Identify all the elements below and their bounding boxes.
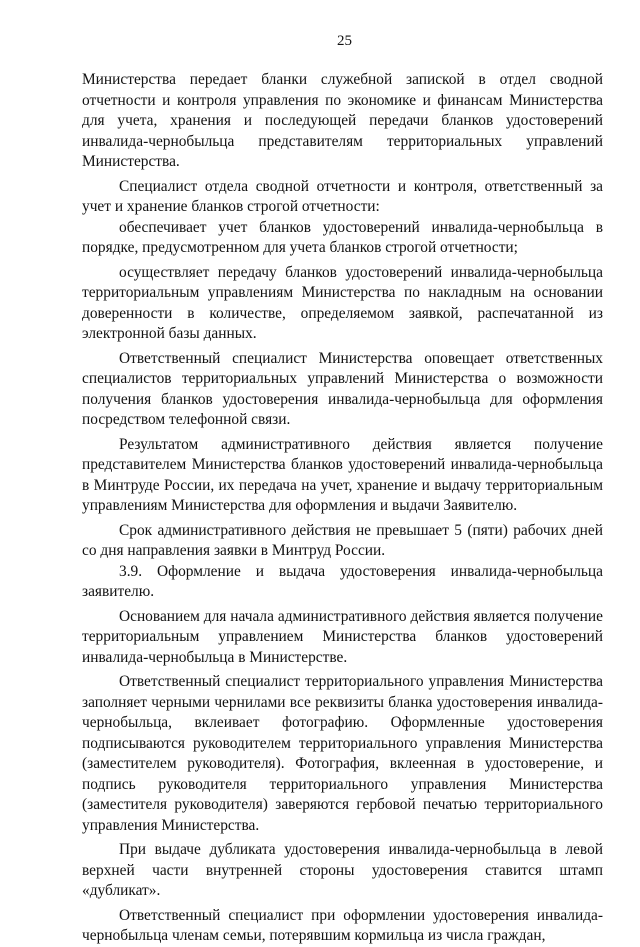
section-heading-3-9: 3.9. Оформление и выдача удостоверения инвалида-чернобыльца заявителю. xyxy=(82,562,603,600)
paragraph-filling-procedure: Ответственный специалист территориального управления Министерства заполняет черными чернилами все реквизиты бланка удостоверения инвалида-чернобыльца, вклеивает фотографию. Оформленные удостоверения подписываются руководителем территориального управления Министерства (заместителем руководителя). Фотография, вклеенная в удостоверение, и подпись руководителя территориального управления Министерства (заместителя руководителя) заверяются гербовой печатью территориального управления Министерства. xyxy=(82,673,603,834)
paragraph-family-members: Ответственный специалист при оформлении удостоверения инвалида-чернобыльца членам семьи, потерявшим кормильца из числа граждан, xyxy=(82,906,603,944)
page-number: 25 xyxy=(337,33,352,49)
paragraph-transfers-blanks: осуществляет передачу бланков удостоверений инвалида-чернобыльца территориальным управлениям Министерства по накладным на основании доверенности в количестве, определяемом заявкой, распечатанной из электронной базы данных. xyxy=(82,263,603,342)
paragraph-duplicate: При выдаче дубликата удостоверения инвалида-чернобыльца в левой верхней части внутренней стороны удостоверения ставится штамп «дубликат». xyxy=(82,841,603,899)
paragraph-basis: Основанием для начала административного действия является получение территориальным управлением Министерства бланков удостоверений инвалида-чернобыльца в Министерстве. xyxy=(82,607,603,666)
paragraph-notification: Ответственный специалист Министерства оповещает ответственных специалистов территориальных управлений Министерства о возможности получения бланков удостоверения инвалида-чернобыльца для оформления посредством телефонной связи. xyxy=(82,349,603,428)
paragraph-ensures-accounting: обеспечивает учет бланков удостоверений инвалида-чернобыльца в порядке, предусмотренном для учета бланков строгой отчетности; xyxy=(82,218,603,256)
paragraph-result: Результатом административного действия является получение представителем Министерства бланков удостоверений инвалида-чернобыльца в Минтруде России, их передача на учет, хранение и выдачу территориальным управлениям Министерства для оформления и выдачи Заявителю. xyxy=(82,435,603,514)
paragraph-continuation: Министерства передает бланки служебной запиской в отдел сводной отчетности и контроля управления по экономике и финансам Министерства для учета, хранения и последующей передачи бланков удостоверений инвалида-чернобыльца представителям территориальных управлений Министерства. xyxy=(82,71,603,170)
paragraph-specialist-responsible: Специалист отдела сводной отчетности и контроля, ответственный за учет и хранение бланков строгой отчетности: xyxy=(82,177,603,215)
document-page xyxy=(82,32,603,947)
paragraph-deadline: Срок административного действия не превышает 5 (пяти) рабочих дней со дня направления заявки в Минтруд России. xyxy=(82,521,603,559)
